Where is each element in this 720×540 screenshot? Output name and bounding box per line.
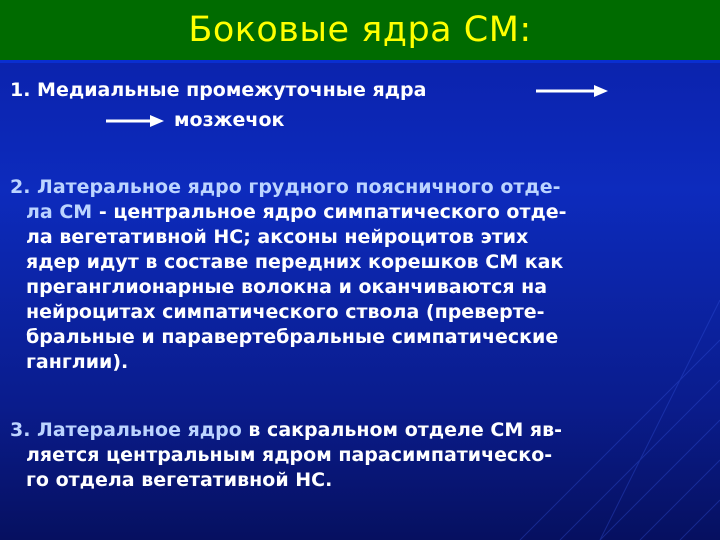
item3-desc-start: в сакральном отделе СМ яв- [241,419,562,441]
item2-term: 2. Латеральное ядро грудного поясничного отде- [10,176,561,198]
item2-line1 [10,175,561,200]
item2-line2 [26,200,567,225]
item3-line2: ляется центральным ядром парасимпатическо- [26,444,553,466]
arrow-right-icon [106,114,166,128]
title-separator [0,60,720,63]
item3-term: 3. Латеральное ядро [10,419,242,441]
item3-line3: го отдела вегетативной НС. [26,469,333,491]
arrow-right-icon [536,84,610,98]
item2-line6: нейроцитах симпатического ствола (преверте- [26,301,545,323]
item2-term-cont: ла СМ [26,201,93,223]
item2-line7: бральные и паравертебральные симпатические [26,326,559,348]
item2-desc-start: - центральное ядро симпатического отде- [92,201,567,223]
item1-line1: 1. Медиальные промежуточные ядра [10,79,427,101]
item2-line8: ганглии). [26,351,129,373]
title-bar [0,0,720,60]
item2-line3: ла вегетативной НС; аксоны нейроцитов этих [26,226,529,248]
slide-title: Боковые ядра СМ: [188,10,532,50]
item1-line2: мозжечок [174,109,285,131]
item3-line1 [10,418,562,443]
item2-line5: преганглионарные волокна и оканчиваются на [26,276,548,298]
item2-line4: ядер идут в составе передних корешков СМ как [26,251,564,273]
